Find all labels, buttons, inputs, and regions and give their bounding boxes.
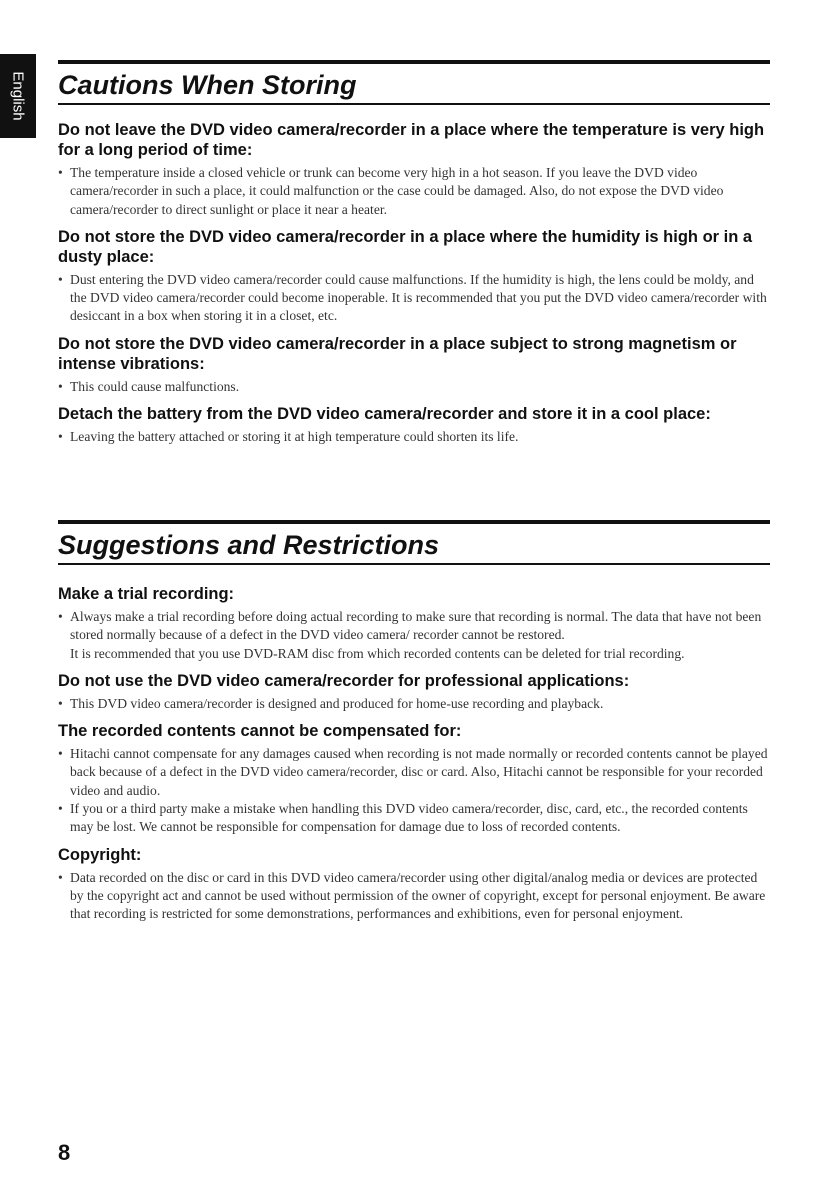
suggestions-content: [58, 584, 770, 924]
caution-text: • This could cause malfunctions.: [58, 378, 770, 396]
suggestion-block: [58, 671, 770, 713]
caution-heading: Do not store the DVD video camera/recorder in a place subject to strong magnetism or intense vibrations:: [58, 334, 737, 373]
suggestion-text: • Hitachi cannot compensate for any damages caused when recording is not made normally or recorded contents cannot be played back because of a defect in the DVD video camera/recorder, disc or card. Also, Hitachi cannot be responsible for your recorded video and audio.: [58, 745, 770, 800]
caution-text: • Leaving the battery attached or storing it at high temperature could shorten its life.: [58, 428, 770, 446]
caution-text: • The temperature inside a closed vehicle or trunk can become very high in a hot season. If you leave the DVD video camera/recorder in such a place, it could malfunction or the case could be damaged. Also, do not expose the DVD video camera/recorder to direct sunlight or place it near a heater.: [58, 164, 770, 219]
caution-block: [58, 227, 770, 326]
suggestion-block: [58, 584, 770, 663]
section-rule: [58, 60, 770, 64]
language-tab-label: English: [9, 71, 27, 121]
suggestion-text: • Always make a trial recording before doing actual recording to make sure that recording is normal. The data that have not been stored normally because of a defect in the DVD video camera/ recorder cannot be restored.: [58, 608, 770, 645]
cautions-content: [58, 120, 770, 446]
caution-heading: Do not leave the DVD video camera/recorder in a place where the temperature is very high for a long period of time:: [58, 121, 765, 159]
caution-block: [58, 404, 770, 446]
caution-heading: Detach the battery from the DVD video camera/recorder and store it in a cool place:: [58, 405, 711, 424]
language-tab: [0, 54, 36, 138]
caution-block: [58, 334, 770, 396]
section-header-cautions: [58, 60, 770, 107]
suggestion-heading: Make a trial recording:: [58, 585, 235, 603]
suggestion-block: [58, 845, 770, 924]
suggestion-text: • If you or a third party make a mistake when handling this DVD video camera/recorder, disc, card, etc., the recorded contents may be lost. We cannot be responsible for compensation for damage due to loss of recorded contents.: [58, 800, 770, 837]
section-title-suggestions: Suggestions and Restrictions: [58, 528, 770, 565]
suggestion-text: • This DVD video camera/recorder is designed and produced for home-use recording and playback.: [58, 695, 770, 713]
page-number: 8: [58, 1140, 71, 1165]
caution-block: [58, 120, 770, 219]
suggestion-heading: The recorded contents cannot be compensated for:: [58, 722, 462, 741]
section-title-cautions: Cautions When Storing: [58, 68, 770, 105]
suggestion-heading: Do not use the DVD video camera/recorder for professional applications:: [58, 671, 630, 690]
suggestion-heading: Copyright:: [58, 845, 142, 864]
caution-text: • Dust entering the DVD video camera/recorder could cause malfunctions. If the humidity is high, the lens could be moldy, and the DVD video camera/recorder could become inoperable. It is recommended that you put the DVD video camera/recorder with desiccant in a box when storing it in a closet, etc.: [58, 271, 770, 326]
caution-heading: Do not store the DVD video camera/recorder in a place where the humidity is high or in a dusty place:: [58, 227, 753, 266]
suggestion-text: • Data recorded on the disc or card in this DVD video camera/recorder using other digital/analog media or devices are protected by the copyright act and cannot be used without permission of the owner of copyright, except for personal enjoyment. Be aware that recording is restricted for some demonstrations, performances and exhibitions, even for personal enjoyment.: [58, 869, 770, 924]
suggestion-block: [58, 721, 770, 836]
section-header-suggestions: [58, 520, 770, 567]
suggestion-extra-text: It is recommended that you use DVD-RAM disc from which recorded contents can be deleted for trial recording.: [70, 645, 685, 661]
section-rule: [58, 520, 770, 524]
